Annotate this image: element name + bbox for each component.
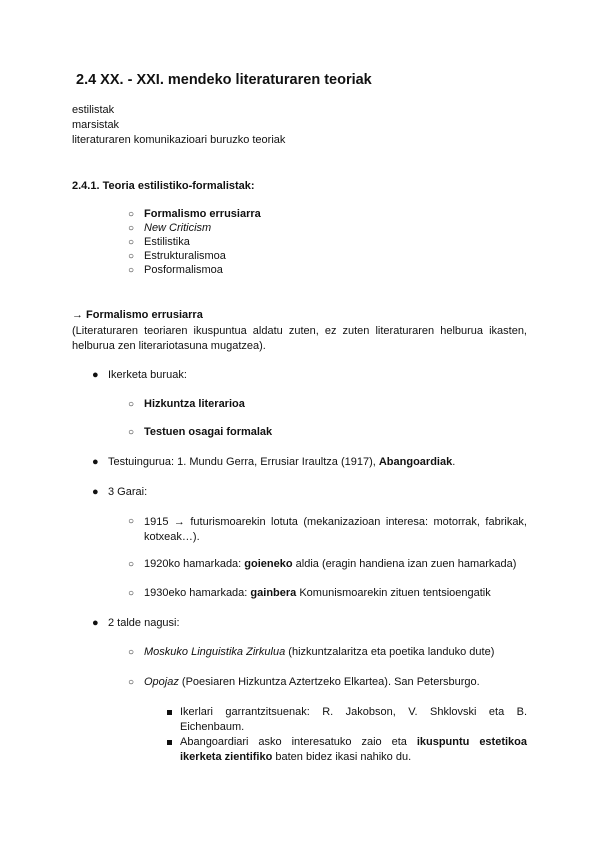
- circle-bullet-icon: ○: [128, 427, 135, 438]
- ikerketa-item-2: Testuen osagai formalak: [144, 426, 273, 438]
- garai-1920: [144, 558, 516, 570]
- talde-moskuko-desc: (hizkuntzalaritza eta poetika landuko dute): [285, 646, 495, 658]
- garai-1930-text: 1930eko hamarkada:: [144, 587, 251, 599]
- ikerketa-label: Ikerketa buruak:: [108, 369, 187, 381]
- circle-bullet-icon: ○: [128, 237, 135, 248]
- talde-moskuko-name: Moskuko Linguistika Zirkulua: [144, 646, 286, 658]
- opojaz-abangoardia: [180, 735, 527, 765]
- section-title: → Formalismo errusiarra: [72, 309, 203, 321]
- toc-item-estilistika: Estilistika: [144, 236, 190, 248]
- circle-bullet-icon: ○: [128, 223, 135, 234]
- garai-1920-text: 1920ko hamarkada:: [144, 558, 245, 570]
- intro-line-1: estilistak: [72, 104, 115, 116]
- garai-1920-rest: aldia (eragin handiena izan zuen hamarkada): [292, 558, 517, 570]
- circle-bullet-icon: ○: [128, 588, 135, 599]
- circle-bullet-icon: ○: [128, 251, 135, 262]
- abangoardia-rest: baten bidez ikasi nahiko du.: [272, 751, 412, 763]
- talde-opojaz-desc: (Poesiaren Hizkuntza Aztertzeko Elkartea). San Petersburgo.: [178, 676, 480, 688]
- testuingurua-suffix: .: [452, 456, 456, 468]
- dot-bullet-icon: ●: [92, 456, 99, 468]
- talde-opojaz-name: Opojaz: [144, 676, 179, 688]
- intro-line-2: marsistak: [72, 119, 120, 131]
- garai-1930-bold: gainbera: [250, 587, 297, 599]
- garai-1920-bold: goieneko: [244, 558, 293, 570]
- circle-bullet-icon: ○: [128, 265, 135, 276]
- circle-bullet-icon: ○: [128, 559, 135, 570]
- square-bullet-icon: [167, 740, 172, 745]
- opojaz-ikerlariak: Ikerlari garrantzitsuenak: R. Jakobson, V. Shklovski eta B. Eichenbaum.: [180, 706, 527, 733]
- garai-label: 3 Garai:: [108, 486, 148, 498]
- ikerketa-item-1: Hizkuntza literarioa: [144, 398, 245, 410]
- circle-bullet-icon: ○: [128, 677, 135, 688]
- taldeak-label: 2 talde nagusi:: [108, 617, 180, 629]
- garai-1915: 1915 → futurismoarekin lotuta (mekanizazioan interesa: motorrak, fabrikak, kotxeak…).: [144, 516, 527, 543]
- intro-line-3: literaturaren komunikazioari buruzko teoriak: [72, 134, 286, 146]
- toc-item-formalismo: Formalismo errusiarra: [144, 208, 261, 220]
- circle-bullet-icon: ○: [128, 516, 135, 527]
- toc-item-posformalismoa: Posformalismoa: [144, 264, 223, 276]
- circle-bullet-icon: ○: [128, 209, 135, 220]
- testuingurua-line: [108, 456, 455, 468]
- talde-opojaz: [144, 676, 480, 688]
- garai-1930: [144, 587, 491, 599]
- circle-bullet-icon: ○: [128, 647, 135, 658]
- garai-1930-rest: Komunismoarekin zituen tentsioengatik: [296, 587, 491, 599]
- toc-item-estrukturalismoa: Estrukturalismoa: [144, 250, 226, 262]
- square-bullet-icon: [167, 710, 172, 715]
- talde-moskuko: [144, 646, 494, 658]
- testuingurua-bold: Abangoardiak: [378, 456, 453, 468]
- testuingurua-text: Testuingurua: 1. Mundu Gerra, Errusiar Iraultza (1917),: [108, 456, 379, 468]
- circle-bullet-icon: ○: [128, 399, 135, 410]
- section-description: (Literaturaren teoriaren ikuspuntua aldatu zuten, ez zuten literaturaren helburua ikasten, helburua zen literariotasuna mugatzea).: [72, 325, 527, 352]
- dot-bullet-icon: ●: [92, 486, 99, 498]
- page-title: 2.4 XX. - XXI. mendeko literaturaren teoriak: [76, 72, 372, 88]
- toc-item-new-criticism: New Criticism: [144, 222, 212, 234]
- abangoardia-text: Abangoardiari asko interesatuko zaio eta: [180, 736, 417, 748]
- subheading: 2.4.1. Teoria estilistiko-formalistak:: [72, 180, 255, 192]
- abangoardia-bold: ikuspuntu estetikoa ikerketa zientifiko: [180, 736, 528, 763]
- dot-bullet-icon: ●: [92, 369, 99, 381]
- dot-bullet-icon: ●: [92, 617, 99, 629]
